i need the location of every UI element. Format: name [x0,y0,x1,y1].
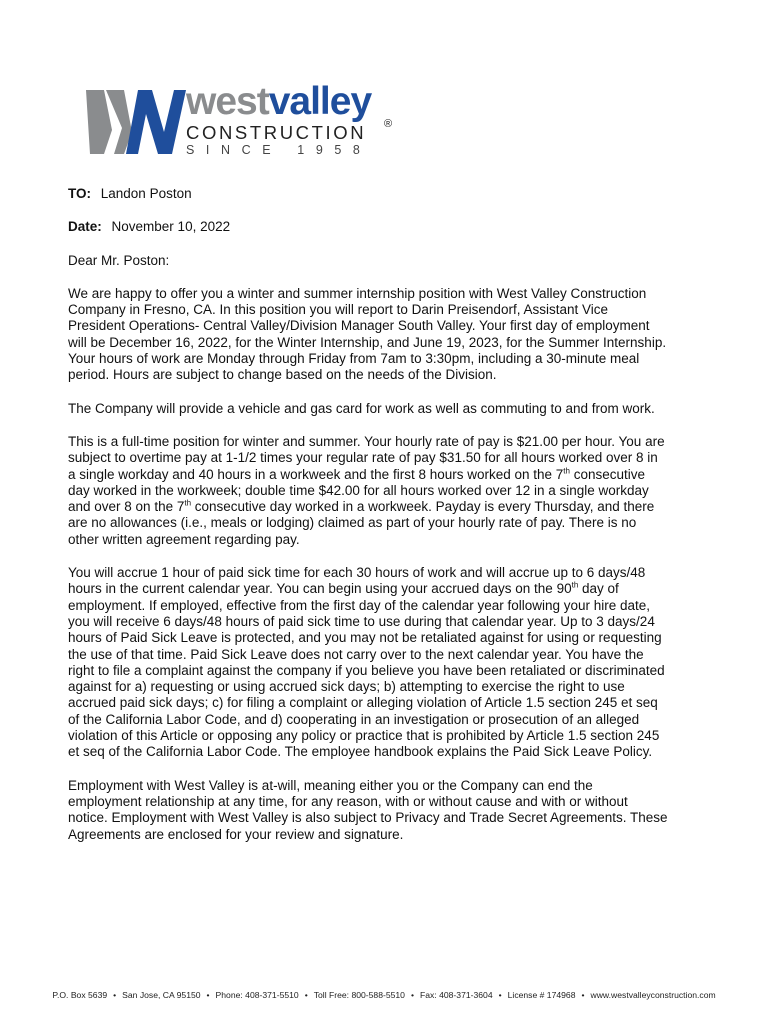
footer-license: License # 174968 [507,990,576,1000]
wordmark-construction: CONSTRUCTION [186,122,367,143]
footer-separator: • [581,990,585,1000]
footer-separator: • [113,990,117,1000]
sick-text-2: day of employment. If employed, effective from the first day of the calendar year following your hire date, you will receive 6 days/48 hours of paid sick time to use during that calendar year. Up to 3 days/24 hours of Paid Sick Leave is protected, and you may not be retaliated against for using or requesting the use of that time. Paid Sick Leave does not carry over to the next calendar year. You have the right to file a complaint against the company if you believe you have been retaliated or discriminated against for a) requesting or using accrued sick days; b) attempting to exercise the right to use accrued paid sick days; c) for filing a complaint or alleging violation of Article 1.5 section 245 et seq of the California Labor Code, and d) cooperating in an investigation or prosecution of an alleged violation of this Article or opposing any policy or practice that is prohibited by Article 1.5 section 245 et seq of the California Labor Code. The employee handbook explains the Paid Sick Leave Policy. [68,581,665,760]
letterhead-footer [0,990,768,1000]
footer-separator: • [304,990,308,1000]
paragraph-at-will: Employment with West Valley is at-will, meaning either you or the Company can end the employment relationship at any time, for any reason, with or without cause and with or without notice. Employment with West Valley is also subject to Privacy and Trade Secret Agreements. These Agreements are enclosed for your review and signature. [68,777,668,842]
paragraph-vehicle: The Company will provide a vehicle and gas card for work as well as commuting to and from work. [68,400,655,416]
date-value: November 10, 2022 [111,219,231,235]
to-line [68,186,668,202]
pay-text-3: consecutive day worked in a workweek. Payday is every Thursday, and there are no allowances (i.e., meals or lodging) claimed as part of your hourly rate of pay. There is no other written agreement regarding pay. [68,499,655,547]
footer-toll-free: Toll Free: 800-588-5510 [313,990,405,1000]
wordmark-valley: valley [268,80,372,123]
to-label: TO: [68,186,91,201]
pay-text-2: consecutive day worked in the workweek; double time $42.00 for all hours worked over 12 in a single workday and over 8 on the 7 [68,466,649,515]
footer-po-box: P.O. Box 5639 [52,990,108,1000]
footer-website: www.westvalleyconstruction.com [590,990,716,1000]
sick-text-1: You will accrue 1 hour of paid sick time for each 30 hours of work and will accrue up to 6 days/48 hours in the current calendar year. You can begin using your accrued days on the 90 [68,565,646,597]
date-label: Date: [68,219,102,235]
pay-superscript-2: th [184,498,192,508]
paragraph-pay [68,434,668,548]
w-logo-mark [86,82,186,162]
salutation: Dear Mr. Poston: [68,252,170,268]
wordmark-since: SINCE 1958 [186,143,372,157]
registered-mark: ® [384,118,393,130]
pay-text-1: This is a full-time position for winter and summer. Your hourly rate of pay is $21.00 per hour. You are subject to overtime pay at 1-1/2 times your regular rate of pay $31.50 for all hours worked over 8 in a single workday and 40 hours in a workweek and the first 8 hours worked on the 7 [68,433,665,482]
wordmark-west: west [186,80,269,123]
footer-separator: • [206,990,210,1000]
footer-city: San Jose, CA 95150 [122,990,201,1000]
date-line [68,219,668,235]
footer-separator: • [410,990,414,1000]
footer-fax: Fax: 408-371-3604 [419,990,493,1000]
letter-body [68,186,668,860]
paragraph-sick-leave [68,565,668,761]
pay-superscript-1: th [563,466,570,476]
footer-phone: Phone: 408-371-5510 [215,990,299,1000]
to-value: Landon Poston [100,186,192,201]
company-wordmark [186,82,406,162]
sick-superscript: th [571,580,579,590]
paragraph-offer: We are happy to offer you a winter and summer internship position with West Valley Construction Company in Fresno, CA. In this position you will report to Darin Preisendorf, Assistant Vice President Operations- Central Valley/Division Manager South Valley. Your first day of employment will be December 16, 2022, for the Winter Internship, and June 19, 2023, for the Summer Internship. Your hours of work are Monday through Friday from 7am to 3:30pm, including a 30-minute meal period. Hours are subject to change based on the needs of the Division. [68,285,667,383]
footer-separator: • [498,990,502,1000]
